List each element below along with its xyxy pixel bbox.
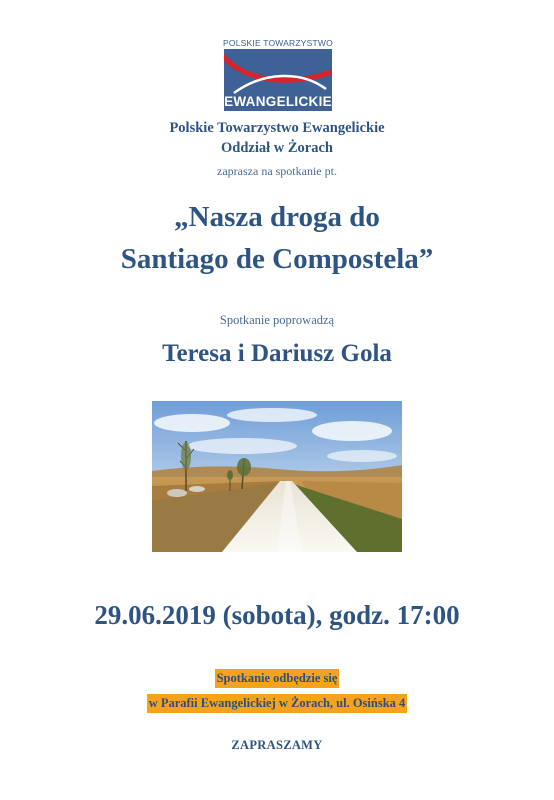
invite-text: zaprasza na spotkanie pt. [217, 164, 337, 178]
event-datetime: 29.06.2019 (sobota), godz. 17:00 [94, 600, 460, 630]
location-line1-wrap [0, 669, 554, 688]
landscape-road-photo [152, 401, 402, 552]
location-line2: w Parafii Ewangelickiej w Żorach, ul. Osińska 4 [147, 694, 408, 713]
organization-branch: Oddział w Żorach [221, 140, 333, 156]
logo-emblem [224, 49, 332, 111]
logo [222, 38, 334, 112]
organization-name: Polskie Towarzystwo Ewangelickie [169, 120, 385, 136]
location-line1: Spotkanie odbędzie się [215, 669, 340, 688]
location-line2-wrap [0, 694, 554, 713]
host-label: Spotkanie poprowadzą [219, 313, 335, 327]
event-title-line2: Santiago de Compostela” [120, 243, 434, 275]
logo-word: EWANGELICKIE [224, 94, 332, 109]
closing-text: ZAPRASZAMY [231, 738, 323, 752]
event-title-line1: „Nasza droga do [174, 201, 380, 233]
host-names: Teresa i Dariusz Gola [162, 340, 392, 367]
logo-top-text: POLSKIE TOWARZYSTWO [223, 38, 333, 48]
